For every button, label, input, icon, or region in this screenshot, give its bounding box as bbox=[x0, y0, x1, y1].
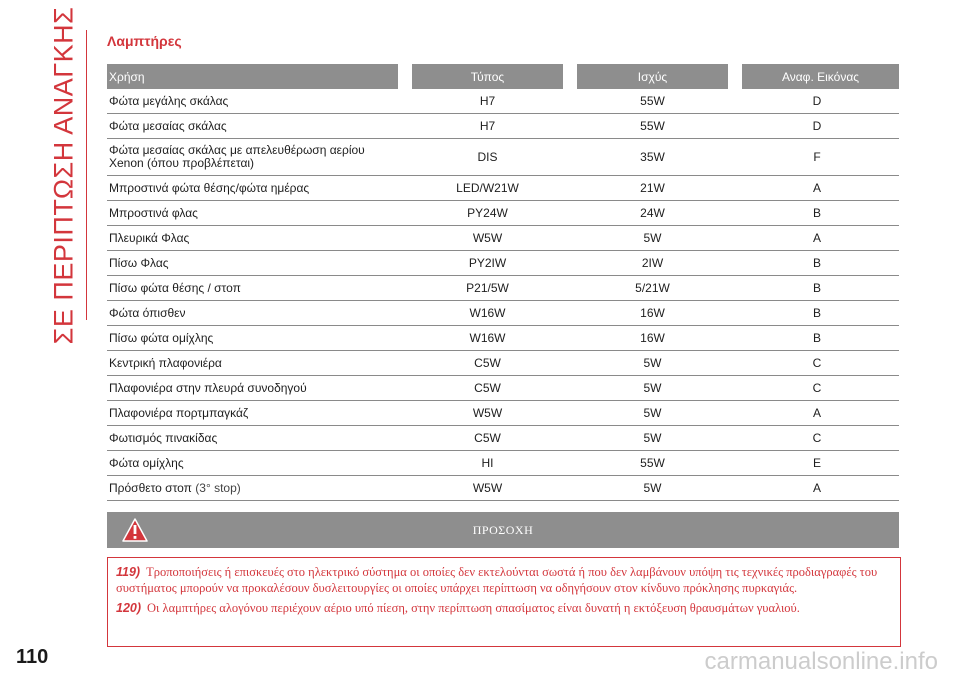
cell-type: W5W bbox=[405, 476, 570, 501]
cell-type: C5W bbox=[405, 426, 570, 451]
cell-usage-line1: Φώτα μεσαίας σκάλας με απελευθέρωση αερίου bbox=[109, 143, 365, 157]
cell-power: 5W bbox=[570, 376, 735, 401]
cell-usage: Φώτα ομίχλης bbox=[107, 451, 405, 476]
cell-usage-main: Πρόσθετο στοπ bbox=[109, 481, 192, 495]
cell-usage: Κεντρική πλαφονιέρα bbox=[107, 351, 405, 376]
table-row bbox=[107, 401, 899, 426]
cell-type: C5W bbox=[405, 351, 570, 376]
cell-usage: Πίσω φώτα θέσης / στοπ bbox=[107, 276, 405, 301]
cell-power: 16W bbox=[570, 326, 735, 351]
cell-ref: B bbox=[735, 301, 899, 326]
header-usage: Χρήση bbox=[107, 64, 405, 89]
cell-ref: E bbox=[735, 451, 899, 476]
cell-ref: A bbox=[735, 401, 899, 426]
cell-type: DIS bbox=[405, 139, 570, 176]
cell-power: 55W bbox=[570, 451, 735, 476]
cell-power: 5W bbox=[570, 351, 735, 376]
cell-type: C5W bbox=[405, 376, 570, 401]
cell-type: H7 bbox=[405, 89, 570, 114]
table-row bbox=[107, 176, 899, 201]
cell-power: 5/21W bbox=[570, 276, 735, 301]
cell-type: W16W bbox=[405, 301, 570, 326]
table-row bbox=[107, 326, 899, 351]
cell-ref: B bbox=[735, 201, 899, 226]
cell-usage: Μπροστινά φλας bbox=[107, 201, 405, 226]
cell-type: W5W bbox=[405, 401, 570, 426]
table-row bbox=[107, 451, 899, 476]
cell-type: LED/W21W bbox=[405, 176, 570, 201]
cell-usage-note: (3° stop) bbox=[195, 481, 241, 495]
cell-ref: F bbox=[735, 139, 899, 176]
cell-ref: C bbox=[735, 426, 899, 451]
table-row bbox=[107, 426, 899, 451]
cell-ref: B bbox=[735, 326, 899, 351]
header-power: Ισχύς bbox=[570, 64, 735, 89]
cell-power: 5W bbox=[570, 426, 735, 451]
cell-power: 55W bbox=[570, 114, 735, 139]
table-row bbox=[107, 376, 899, 401]
table-row bbox=[107, 201, 899, 226]
table-row bbox=[107, 114, 899, 139]
cell-type: W16W bbox=[405, 326, 570, 351]
note-text: Οι λαμπτήρες αλογόνου περιέχουν αέριο υπό πίεση, στην περίπτωση σπασίματος είναι δυνατή η εκτόξευση θραυσμάτων γυαλιού. bbox=[147, 601, 800, 615]
cell-power: 35W bbox=[570, 139, 735, 176]
warning-note bbox=[116, 600, 892, 616]
table-row bbox=[107, 351, 899, 376]
cell-usage: Φώτα όπισθεν bbox=[107, 301, 405, 326]
warning-title: ΠΡΟΣΟΧΗ bbox=[472, 523, 534, 537]
table-row bbox=[107, 301, 899, 326]
cell-type: HI bbox=[405, 451, 570, 476]
note-ref: 119) bbox=[116, 565, 141, 579]
cell-type: P21/5W bbox=[405, 276, 570, 301]
cell-power: 2IW bbox=[570, 251, 735, 276]
warning-header bbox=[107, 512, 899, 548]
cell-type: W5W bbox=[405, 226, 570, 251]
warning-note bbox=[116, 564, 892, 596]
cell-power: 5W bbox=[570, 476, 735, 501]
table-header-row bbox=[107, 64, 899, 89]
cell-type: PY2IW bbox=[405, 251, 570, 276]
cell-usage bbox=[107, 139, 405, 176]
table-row bbox=[107, 251, 899, 276]
chapter-divider bbox=[86, 30, 87, 320]
table-row bbox=[107, 226, 899, 251]
cell-power: 21W bbox=[570, 176, 735, 201]
cell-ref: D bbox=[735, 114, 899, 139]
cell-ref: B bbox=[735, 251, 899, 276]
page-number: 110 bbox=[16, 646, 49, 668]
table-row bbox=[107, 276, 899, 301]
warning-notes bbox=[107, 557, 901, 647]
cell-ref: A bbox=[735, 176, 899, 201]
cell-usage: Μπροστινά φώτα θέσης/φώτα ημέρας bbox=[107, 176, 405, 201]
bulb-table bbox=[107, 64, 899, 501]
chapter-title bbox=[44, 6, 84, 344]
header-type: Τύπος bbox=[405, 64, 570, 89]
table-row bbox=[107, 139, 899, 176]
chapter-title-text: ΣΕ ΠΕΡΙΠΤΩΣΗ ΑΝΑΓΚΗΣ bbox=[48, 6, 79, 344]
cell-power: 16W bbox=[570, 301, 735, 326]
cell-ref: D bbox=[735, 89, 899, 114]
note-ref: 120) bbox=[116, 601, 142, 615]
cell-usage: Φωτισμός πινακίδας bbox=[107, 426, 405, 451]
cell-usage: Πλαφονιέρα στην πλευρά συνοδηγού bbox=[107, 376, 405, 401]
cell-usage: Φώτα μεσαίας σκάλας bbox=[107, 114, 405, 139]
table-row bbox=[107, 89, 899, 114]
cell-usage: Φώτα μεγάλης σκάλας bbox=[107, 89, 405, 114]
cell-type: H7 bbox=[405, 114, 570, 139]
cell-power: 24W bbox=[570, 201, 735, 226]
cell-usage-line2: Xenon (όπου προβλέπεται) bbox=[109, 156, 255, 170]
cell-usage: Πλαφονιέρα πορτμπαγκάζ bbox=[107, 401, 405, 426]
cell-usage bbox=[107, 476, 405, 501]
watermark: carmanualsonline.info bbox=[704, 648, 938, 675]
cell-type: PY24W bbox=[405, 201, 570, 226]
cell-ref: B bbox=[735, 276, 899, 301]
cell-power: 5W bbox=[570, 226, 735, 251]
cell-ref: C bbox=[735, 351, 899, 376]
cell-ref: A bbox=[735, 226, 899, 251]
cell-usage: Πλευρικά Φλας bbox=[107, 226, 405, 251]
cell-power: 55W bbox=[570, 89, 735, 114]
cell-power: 5W bbox=[570, 401, 735, 426]
cell-usage: Πίσω φώτα ομίχλης bbox=[107, 326, 405, 351]
cell-usage: Πίσω Φλας bbox=[107, 251, 405, 276]
table-row bbox=[107, 476, 899, 501]
section-title: Λαμπτήρες bbox=[107, 33, 182, 49]
cell-ref: C bbox=[735, 376, 899, 401]
note-text: Τροποποιήσεις ή επισκευές στο ηλεκτρικό σύστημα οι οποίες δεν εκτελούνται σωστά ή που δεν λαμβάνουν υπόψη τις τεχνικές προδιαγραφές του συστήματος μπορούν να προκαλέσουν δυσλειτουργίες οι οποίες υπάρχει περίπτωση να οδηγήσουν στον κίνδυνο πρόκλησης πυρκαγιάς. bbox=[116, 565, 878, 595]
cell-ref: A bbox=[735, 476, 899, 501]
header-ref: Αναφ. Εικόνας bbox=[735, 64, 899, 89]
